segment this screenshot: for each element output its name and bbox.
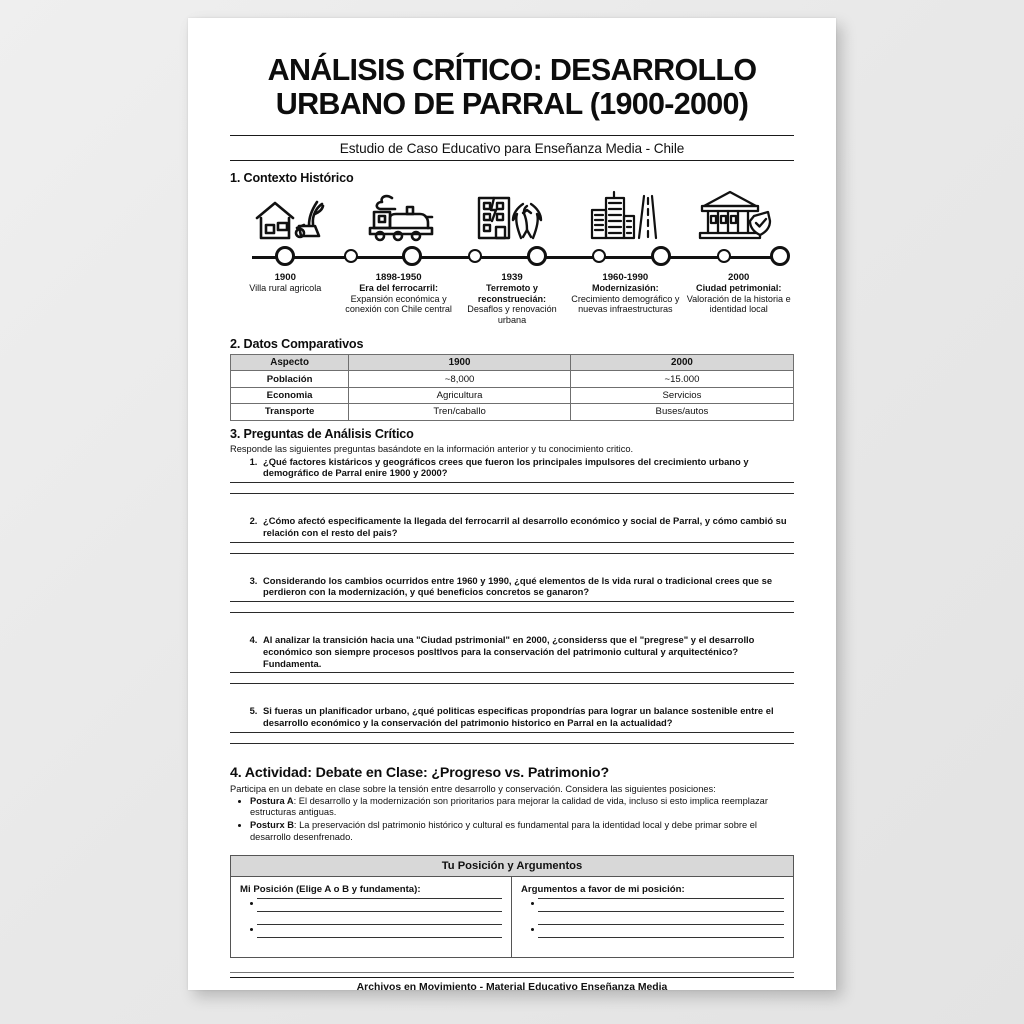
answer-line[interactable] xyxy=(230,553,794,564)
position-right-entry-1b[interactable] xyxy=(521,911,784,921)
answer-line[interactable] xyxy=(230,683,794,694)
posture-item-a xyxy=(250,796,794,819)
damaged-building-phoenix-icon xyxy=(473,190,551,244)
section-4-intro: Participa en un debate en clase sobre la tensión entre desarrollo y conservación. Considera las siguientes posiciones: xyxy=(230,783,716,794)
timeline-desc-2: Expansión económica y conexión con Chile central xyxy=(345,293,452,315)
table-cell-aspect-transporte: Transporte xyxy=(231,404,349,420)
table-col-aspecto: Aspecto xyxy=(231,355,349,371)
answer-line[interactable] xyxy=(230,612,794,623)
timeline-node-2 xyxy=(402,246,422,266)
posture-a-label: Postura A xyxy=(250,795,294,806)
posture-b-text: : La preservación dsl patrimonio histórico y cultural es fundamental para la identidad local y debe primar sobre el desarrollo desenfrenado. xyxy=(250,820,757,842)
position-left-entry-1b[interactable] xyxy=(240,911,502,921)
timeline-desc-4: Crecimiento demográfico y nuevas infraestructuras xyxy=(571,293,680,315)
rural-house-plow-icon xyxy=(251,192,325,244)
steam-locomotive-icon xyxy=(362,190,438,244)
section-1-heading: 1. Contexto Histórico xyxy=(230,171,354,186)
write-line[interactable] xyxy=(257,924,502,934)
answer-lines-2 xyxy=(230,542,794,564)
bullet-dot-icon xyxy=(250,941,253,944)
table-cell-poblacion-1900: ~8,000 xyxy=(349,371,571,387)
position-box-title: Tu Posición y Argumentos xyxy=(231,856,793,877)
table-row xyxy=(231,404,794,420)
table-cell-transporte-1900: Tren/caballo xyxy=(349,404,571,420)
questions-list xyxy=(230,705,794,729)
footer-text: Archivos en Movimiento - Material Educativo Enseñanza Media xyxy=(356,982,668,990)
answer-lines-4 xyxy=(230,672,794,694)
position-column-right xyxy=(512,877,793,957)
answer-lines-1 xyxy=(230,482,794,504)
postures-list xyxy=(230,796,794,843)
answer-lines-3 xyxy=(230,601,794,623)
position-left-entry-1[interactable] xyxy=(240,898,502,908)
write-line[interactable] xyxy=(538,898,784,908)
timeline-node-minor-3 xyxy=(592,249,606,263)
timeline-label-5 xyxy=(683,272,794,325)
timeline-label-2 xyxy=(343,272,454,325)
questions-list xyxy=(230,634,794,669)
historical-timeline xyxy=(230,188,794,333)
bullet-dot-icon xyxy=(250,915,253,918)
position-box-body xyxy=(231,877,793,957)
timeline-node-3 xyxy=(527,246,547,266)
table-cell-aspect-poblacion: Población xyxy=(231,371,349,387)
table-cell-aspect-economia: Economia xyxy=(231,387,349,403)
position-column-left xyxy=(231,877,512,957)
comparative-data-table xyxy=(230,354,794,421)
timeline-label-3 xyxy=(457,272,568,325)
answer-line[interactable] xyxy=(230,493,794,504)
timeline-desc-3: Desaflos y renovación urbana xyxy=(467,304,557,325)
position-right-entry-1[interactable] xyxy=(521,898,784,908)
timeline-icon-cell-1 xyxy=(236,192,341,244)
timeline-lead-4: Modernizasión: xyxy=(591,283,659,294)
question-item-2: 2. ¿Cómo afectó especificamente la llegada del ferrocarril al desarrollo económico y social de Parral, y cómo cambió su relación con el resto del pais? xyxy=(260,515,794,539)
question-item-5: 5. Si fueras un planificador urbano, ¿qué politicas especificas propondrías para lograr un balance sostenible entre el desarrollo económico y la conservación del patrimonio historico en Parral en la actualidad? xyxy=(260,705,794,729)
answer-line[interactable] xyxy=(230,601,794,612)
timeline-node-minor-2 xyxy=(468,249,482,263)
timeline-desc-1: Villa rural agricola xyxy=(249,283,322,294)
question-item-1: 1. ¿Qué factores kistáricos y geográficos crees que fueron los principales impulsores del crecimiento urbano y demográfico de Parral enire 1900 y 2000? xyxy=(260,456,794,480)
section-3-heading: 3. Preguntas de Análisis Crítico xyxy=(230,426,414,441)
questions-list xyxy=(230,575,794,599)
question-item-3: 3. Considerando los cambios ocurridos entre 1960 y 1990, ¿qué elementos de ls vida rural o tradicional crees que se perdieron con la modernización, y qué beneficios concretos se ganaron? xyxy=(260,575,794,599)
write-line[interactable] xyxy=(257,937,502,947)
page-footer xyxy=(230,972,794,990)
position-right-label: Argumentos a favor de mi posición: xyxy=(521,884,685,896)
position-left-label: Mi Posición (Elige A o B y fundamenta): xyxy=(240,884,421,896)
questions-list xyxy=(230,456,794,480)
position-left-entry-2[interactable] xyxy=(240,924,502,934)
question-item-4: 4. Al analizar la transición hacia una "Ciudad pstrimonial" en 2000, ¿considerss que el "pregrese" y el desarrollo económico son siempre procesos posltlvos para la conservación del patrimonio cultural y arquitecténico? Fundamenta. xyxy=(260,634,794,669)
bullet-dot-icon xyxy=(531,941,534,944)
timeline-node-minor-4 xyxy=(717,249,731,263)
timeline-year-2: 1898-1950 xyxy=(375,272,422,284)
page-title-line-2: URBANO DE PARRAL (1900-2000) xyxy=(275,86,749,121)
page-title-line-1: ANÁLISIS CRÍTICO: DESARROLLO xyxy=(267,53,757,87)
table-row xyxy=(231,387,794,403)
table-cell-transporte-2000: Buses/autos xyxy=(570,404,793,420)
section-2-heading: 2. Datos Comparativos xyxy=(230,337,364,352)
skyscrapers-highway-icon xyxy=(584,188,664,244)
footer-divider-thin xyxy=(230,972,794,973)
section-3-intro: Responde las siguientes preguntas basándote en la información anterior y tu conocimiento critico. xyxy=(230,443,634,454)
timeline-node-4 xyxy=(651,246,671,266)
timeline-year-5: 2000 xyxy=(728,272,750,284)
timeline-icon-cell-2 xyxy=(348,190,453,244)
write-line[interactable] xyxy=(538,937,784,947)
answer-line[interactable] xyxy=(230,743,794,754)
questions-list xyxy=(230,515,794,539)
answer-line[interactable] xyxy=(230,482,794,493)
table-col-1900: 1900 xyxy=(349,355,571,371)
page-subtitle: Estudio de Caso Educativo para Enseñanza Media - Chile xyxy=(339,141,685,157)
timeline-desc-5: Valoración de la historia e identidad local xyxy=(686,293,791,315)
table-cell-poblacion-2000: ~15.000 xyxy=(570,371,793,387)
timeline-axis xyxy=(230,246,794,268)
write-line[interactable] xyxy=(538,924,784,934)
write-line[interactable] xyxy=(257,898,502,908)
timeline-label-1 xyxy=(230,272,341,325)
bullet-dot-icon xyxy=(531,902,534,905)
posture-item-b xyxy=(250,820,794,843)
timeline-node-1 xyxy=(275,246,295,266)
table-col-2000: 2000 xyxy=(570,355,793,371)
posture-a-text: : El desarrollo y la modernización son prioritarios para mejorar la calidad de vida, incluso si esto implica reemplazar estructuras antiguas. xyxy=(250,795,768,818)
timeline-node-5 xyxy=(770,246,790,266)
timeline-icon-cell-4 xyxy=(571,188,676,244)
bullet-dot-icon xyxy=(250,902,253,905)
timeline-icon-cell-5 xyxy=(683,188,788,244)
worksheet-page xyxy=(188,18,836,990)
bullet-dot-icon xyxy=(531,928,534,931)
position-left-entry-2b[interactable] xyxy=(240,937,502,947)
timeline-label-row xyxy=(230,268,794,325)
position-right-entry-2[interactable] xyxy=(521,924,784,934)
answer-line[interactable] xyxy=(230,672,794,683)
table-cell-economia-2000: Servicios xyxy=(570,387,793,403)
table-row xyxy=(231,371,794,387)
timeline-label-4 xyxy=(570,272,681,325)
position-right-entry-2b[interactable] xyxy=(521,937,784,947)
timeline-node-minor-1 xyxy=(344,249,358,263)
timeline-axis-line xyxy=(252,256,772,259)
timeline-year-3: 1939 xyxy=(501,272,523,284)
bullet-dot-icon xyxy=(250,928,253,931)
table-cell-economia-1900: Agricultura xyxy=(349,387,571,403)
heritage-museum-shield-icon xyxy=(698,188,774,244)
position-and-arguments-box xyxy=(230,855,794,958)
answer-line[interactable] xyxy=(230,542,794,553)
write-line[interactable] xyxy=(538,911,784,921)
bullet-dot-icon xyxy=(531,915,534,918)
posture-b-label: Posturx B xyxy=(250,820,294,831)
write-line[interactable] xyxy=(257,911,502,921)
timeline-year-1: 1900 xyxy=(274,272,296,284)
timeline-lead-5: Ciudad petrimonial: xyxy=(696,283,782,294)
answer-line[interactable] xyxy=(230,732,794,743)
title-divider-bottom xyxy=(230,160,794,161)
timeline-lead-3: Terremoto y reconstruecián: xyxy=(477,283,547,304)
timeline-icon-row xyxy=(230,188,794,244)
timeline-icon-cell-3 xyxy=(460,190,565,244)
section-4-heading: 4. Actividad: Debate en Clase: ¿Progreso vs. Patrimonio? xyxy=(230,764,609,781)
page-title xyxy=(230,54,794,121)
timeline-lead-2: Era del ferrocarril: xyxy=(359,283,439,294)
timeline-year-4: 1960-1990 xyxy=(602,272,649,284)
answer-lines-5 xyxy=(230,732,794,754)
table-header-row xyxy=(231,355,794,371)
